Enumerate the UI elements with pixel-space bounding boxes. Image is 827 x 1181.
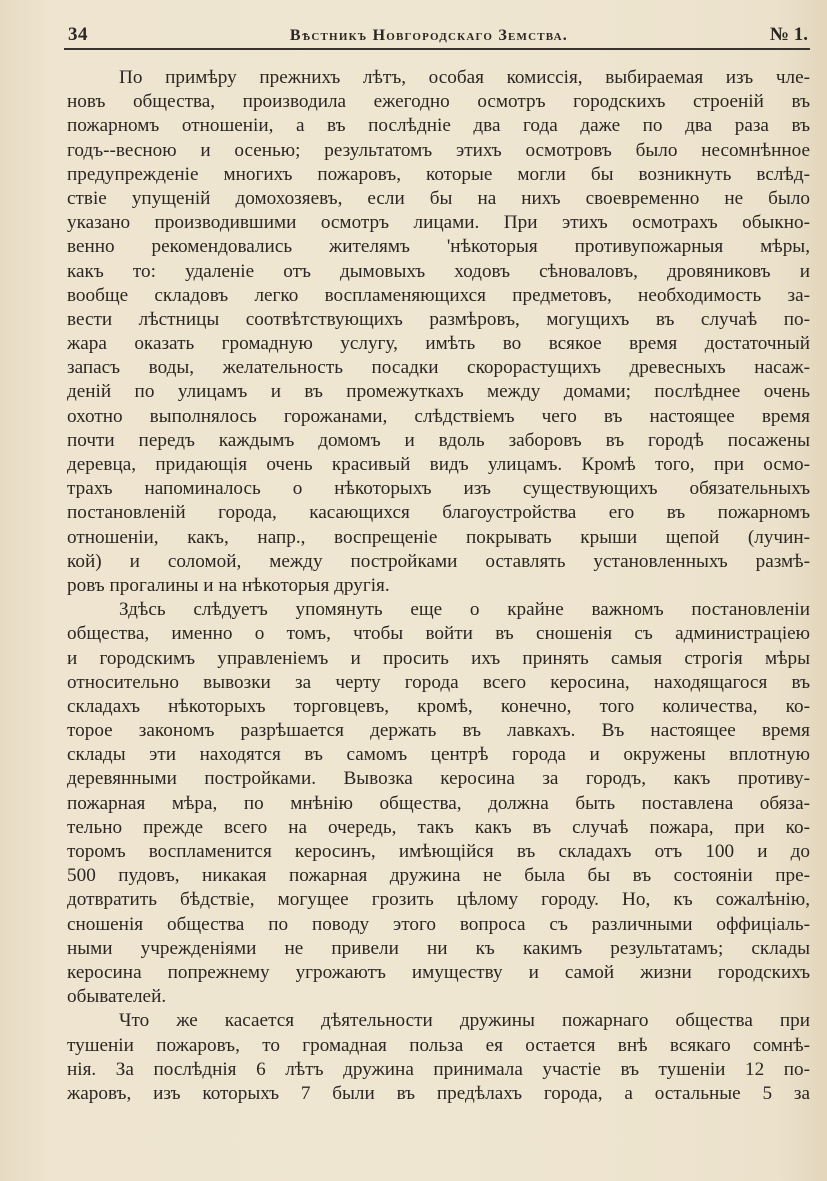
- text-line: торомъ воспламенится керосинъ, имѣющійся въ складахъ отъ 100 и до: [67, 841, 810, 862]
- text-line: пожарномъ отношеніи, а въ послѣдніе два года даже по два раза въ: [67, 115, 810, 137]
- text-line: торое закономъ разрѣшается держать въ лавкахъ. Въ настоящее время: [67, 720, 810, 742]
- body-text: [67, 66, 810, 1106]
- text-line: пожарная мѣра, по мнѣнію общества, должна быть поставлена обяза-: [67, 792, 810, 814]
- text-line: складахъ нѣкоторыхъ торговцевъ, кромѣ, конечно, того количества, ко-: [67, 695, 810, 717]
- issue-number: № 1.: [769, 24, 808, 45]
- header-rule: [64, 48, 810, 50]
- running-title: Вѣстникъ Новгородскаго Земства.: [289, 27, 568, 44]
- text-line: Что же касается дѣятельности дружины пожарнаго общества при: [119, 1010, 810, 1032]
- text-line: общества, именно о томъ, чтобы войти въ сношенія съ администраціею: [67, 623, 810, 645]
- text-line: ствіе упущеній домохозяевъ, если бы на нихъ своевременно не было: [67, 187, 810, 209]
- text-line: какъ то: удаленіе отъ дымовыхъ ходовъ сѣноваловъ, дровяниковъ и: [67, 260, 810, 282]
- text-line: тушеніи пожаровъ, то громадная польза ея остается внѣ всякаго сомнѣ-: [67, 1034, 810, 1056]
- text-line: кой) и соломой, между постройками оставлять установленныхъ размѣ-: [67, 550, 810, 572]
- text-line: венно рекомендовались жителямъ 'нѣкоторыя противупожарныя мѣры,: [67, 236, 810, 258]
- text-line: отношеніи, какъ, напр., воспрещеніе покрывать крыши щепой (лучин-: [67, 526, 810, 548]
- text-line: и городскимъ управленіемъ и просить ихъ принять самыя строгія мѣры: [67, 647, 810, 669]
- text-line: почти передъ каждымъ домомъ и вдоль заборовъ въ городѣ посажены: [67, 429, 810, 451]
- text-line: предупрежденіе многихъ пожаровъ, которые могли бы возникнуть вслѣд-: [67, 163, 810, 185]
- text-line: запасъ воды, желательность посадки скорорастущихъ древесныхъ насаж-: [67, 357, 810, 379]
- text-line: деревянными постройками. Вывозка керосина за городъ, какъ противу-: [67, 768, 810, 790]
- text-line: деній по улицамъ и въ промежуткахъ между домами; послѣднее очень: [67, 381, 810, 403]
- text-line: нія. За послѣднія 6 лѣтъ дружина принимала участіе въ тушеніи 12 по-: [67, 1058, 810, 1080]
- text-line: обывателей.: [67, 986, 167, 1008]
- text-line: ровъ прогалины и на нѣкоторыя другія.: [67, 574, 390, 596]
- text-line: По примѣру прежнихъ лѣтъ, особая комиссія, выбираемая изъ чле-: [119, 67, 810, 88]
- text-line: годъ--весною и осенью; результатомъ этихъ осмотровъ было несомнѣнное: [67, 139, 810, 161]
- text-line: ными учрежденіями не привели ни къ какимъ результатамъ; склады: [67, 937, 810, 959]
- text-line: 500 пудовъ, никакая пожарная дружина не была бы въ состояніи пре-: [67, 865, 810, 887]
- text-line: сношенія общества по поводу этого вопроса съ различными оффиціаль-: [67, 913, 810, 935]
- text-line: постановленій города, касающихся благоустройства его въ пожарномъ: [67, 502, 810, 524]
- text-line: Здѣсь слѣдуетъ упомянуть еще о крайне важномъ постановленіи: [119, 599, 810, 621]
- text-line: вести лѣстницы соотвѣтствующихъ размѣровъ, могущихъ въ случаѣ по-: [67, 308, 810, 330]
- text-line: новъ общества, производила ежегодно осмотръ городскихъ строеній въ: [67, 91, 810, 113]
- text-line: дотвратить бѣдствіе, могущее грозить цѣлому городу. Но, къ сожалѣнію,: [67, 889, 810, 911]
- text-line: охотно выполнялось горожанами, слѣдствіемъ чего въ настоящее время: [67, 405, 810, 427]
- text-line: трахъ напоминалось о нѣкоторыхъ изъ существующихъ обязательныхъ: [67, 478, 810, 500]
- text-line: керосина попрежнему угрожаютъ имуществу и самой жизни городскихъ: [67, 961, 810, 983]
- text-line: деревца, придающія очень красивый видъ улицамъ. Кромѣ того, при осмо-: [67, 454, 810, 475]
- text-line: тельно прежде всего на очередь, такъ какъ въ случаѣ пожара, при ко-: [67, 816, 810, 838]
- page-header: [68, 24, 808, 50]
- text-line: жара оказать громадную услугу, имѣть во всякое время достаточный: [67, 333, 810, 355]
- page-number: 34: [68, 24, 88, 45]
- text-line: жаровъ, изъ которыхъ 7 были въ предѣлахъ города, а остальные 5 за: [67, 1082, 810, 1104]
- text-line: склады эти находятся въ самомъ центрѣ города и окружены вплотную: [67, 744, 810, 766]
- text-line: относительно вывозки за черту города всего керосина, находящагося въ: [67, 671, 810, 693]
- text-line: указано производившими осмотръ лицами. При этихъ осмотрахъ обыкно-: [67, 212, 810, 234]
- text-line: вообще складовъ легко воспламеняющихся предметовъ, необходимость за-: [67, 284, 810, 306]
